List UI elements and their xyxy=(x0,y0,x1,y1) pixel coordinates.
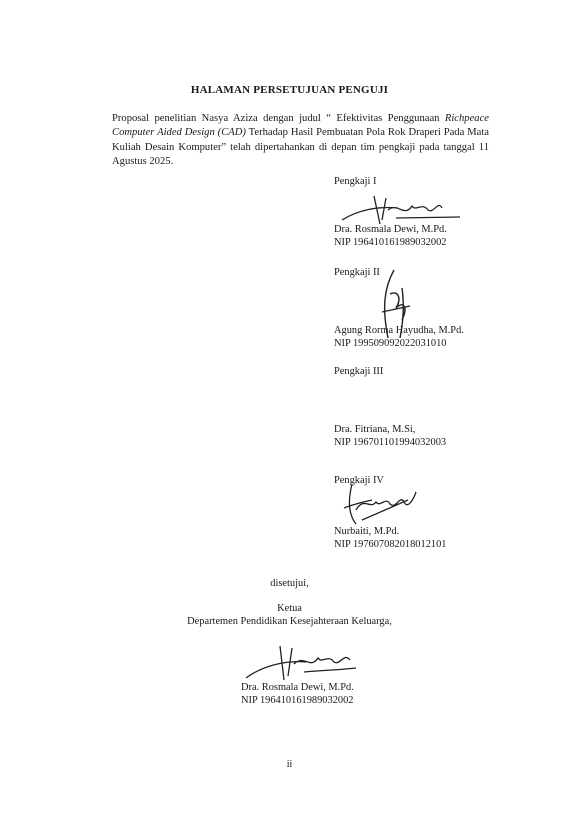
page-title: HALAMAN PERSETUJUAN PENGUJI xyxy=(190,84,389,96)
examiner-3-role: Pengkaji III xyxy=(334,366,384,377)
chair-signature xyxy=(244,640,360,684)
examiner-4-role: Pengkaji IV xyxy=(334,475,384,486)
examiner-1-nip: NIP 196410161989032002 xyxy=(334,237,447,248)
examiner-1-name: Dra. Rosmala Dewi, M.Pd. xyxy=(334,224,447,235)
department-label: Departemen Pendidikan Kesejahteraan Keluarga, xyxy=(187,616,392,627)
examiner-4-nip: NIP 197607082018012101 xyxy=(334,539,447,550)
intro-text-2: Terhadap Hasil Pembuatan Pola Rok Draperi Pada Mata Kuliah Desain Komputer” telah dipertahankan di depan tim pengkaji pada tanggal 11 Agustus 2025. xyxy=(112,127,489,167)
position-label: Ketua xyxy=(277,603,302,614)
intro-paragraph xyxy=(112,112,489,169)
page-number: ii xyxy=(286,759,293,770)
examiner-3-name: Dra. Fitriana, M.Si, xyxy=(334,424,416,435)
examiner-4-signature xyxy=(342,480,418,526)
examiner-2-name: Agung Rorma Hayudha, M.Pd. xyxy=(334,325,464,336)
chair-nip: NIP 196410161989032002 xyxy=(241,695,354,706)
examiner-4-name: Nurbaiti, M.Pd. xyxy=(334,526,400,537)
approved-label: disetujui, xyxy=(270,578,309,589)
examiner-2-role: Pengkaji II xyxy=(334,267,380,278)
examiner-2-nip: NIP 199509092022031010 xyxy=(334,338,447,349)
examiner-3-nip: NIP 196701101994032003 xyxy=(334,437,447,448)
examiner-1-role: Pengkaji I xyxy=(334,176,377,187)
chair-name: Dra. Rosmala Dewi, M.Pd. xyxy=(241,682,354,693)
intro-text-1: Proposal penelitian Nasya Aziza dengan judul “ Efektivitas Penggunaan xyxy=(112,113,445,124)
intro-italic-title: Richpeace Computer Aided Design (CAD) xyxy=(112,113,489,139)
